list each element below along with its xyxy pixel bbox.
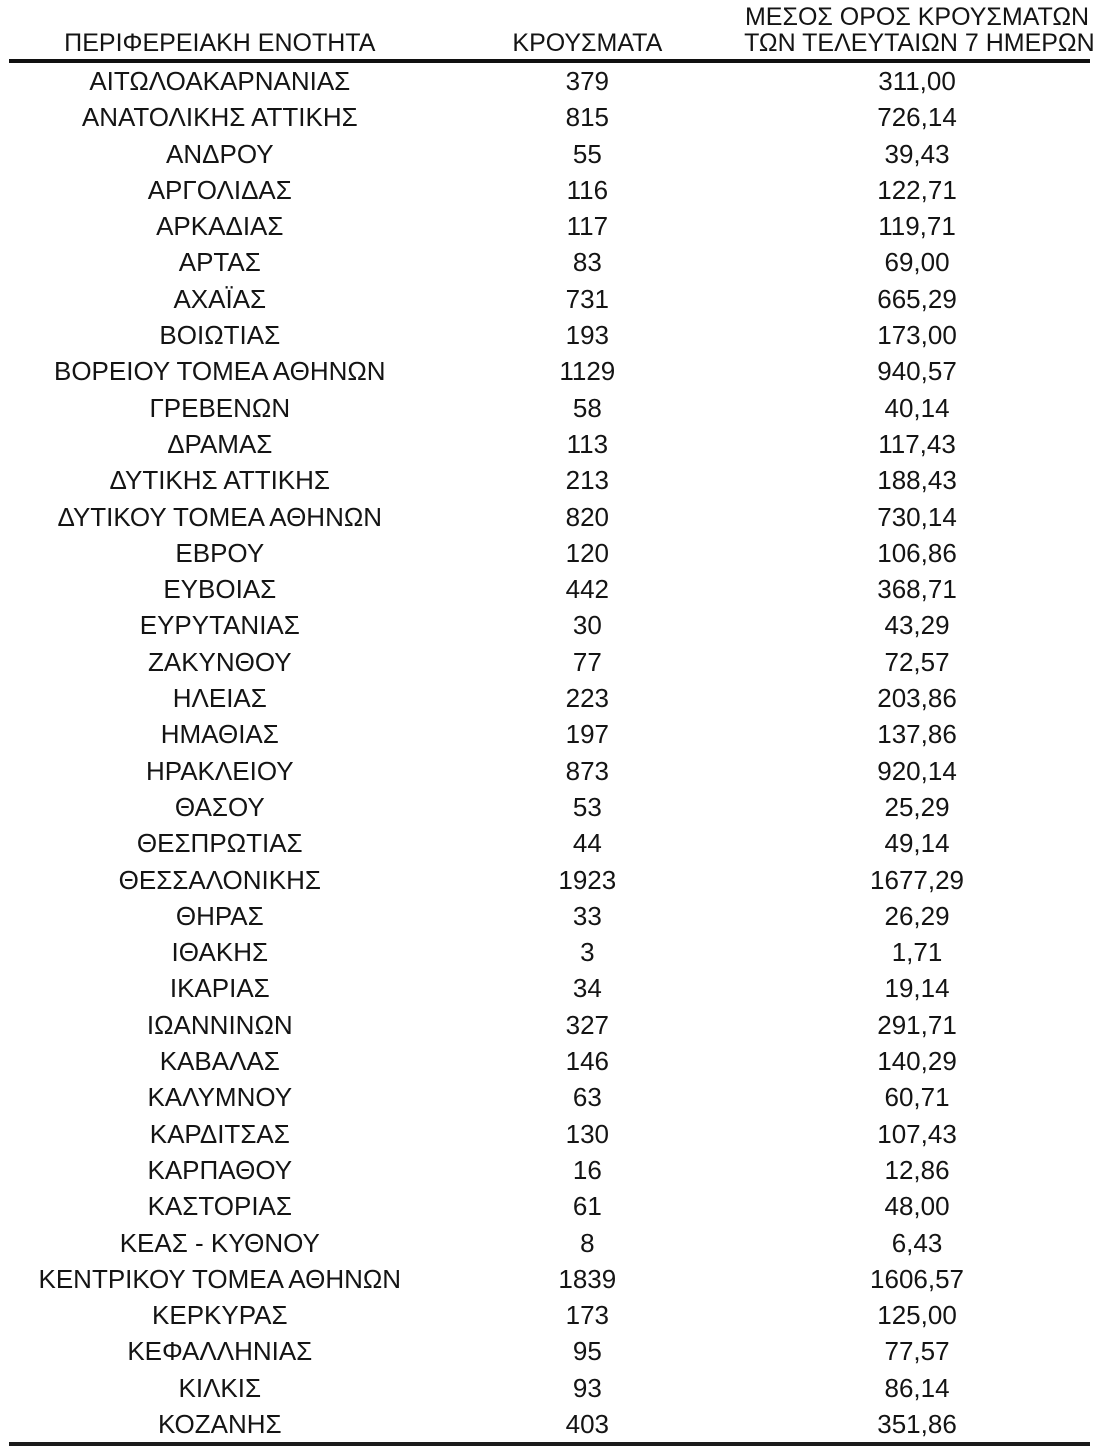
avg7-cell: 125,00 bbox=[877, 1300, 957, 1331]
region-cell: ΑΙΤΩΛΟΑΚΑΡΝΑΝΙΑΣ bbox=[89, 66, 351, 96]
region-cell: ΘΕΣΠΡΩΤΙΑΣ bbox=[136, 828, 303, 859]
table-row bbox=[9, 499, 1090, 535]
cases-cell: 113 bbox=[566, 428, 609, 459]
table-row bbox=[9, 462, 1090, 498]
avg7-cell: 311,00 bbox=[878, 66, 956, 96]
region-cell: ΚΕΝΤΡΙΚΟΥ ΤΟΜΕΑ ΑΘΗΝΩΝ bbox=[38, 1263, 402, 1294]
cases-cell: 93 bbox=[572, 1372, 602, 1403]
region-cell: ΕΒΡΟΥ bbox=[175, 537, 265, 568]
avg7-cell: 940,57 bbox=[877, 356, 957, 387]
cases-cell: 63 bbox=[572, 1082, 602, 1113]
avg7-cell: 6,43 bbox=[891, 1227, 943, 1258]
table-row bbox=[9, 208, 1090, 244]
region-cell: ΚΑΡΠΑΘΟΥ bbox=[147, 1154, 293, 1185]
cases-cell: 53 bbox=[572, 791, 602, 822]
cases-cell: 327 bbox=[565, 1009, 610, 1040]
cases-cell: 61 bbox=[572, 1191, 602, 1222]
cases-cell: 731 bbox=[565, 283, 610, 314]
table-row bbox=[9, 571, 1090, 607]
region-cell: ΙΘΑΚΗΣ bbox=[171, 937, 269, 968]
region-cell: ΔΡΑΜΑΣ bbox=[167, 428, 273, 459]
table-row bbox=[9, 934, 1090, 970]
cases-cell: 33 bbox=[572, 900, 602, 931]
region-cell: ΕΥΡΥΤΑΝΙΑΣ bbox=[139, 610, 300, 641]
avg7-cell: 43,29 bbox=[884, 610, 950, 641]
col-header-avg7 bbox=[744, 0, 1095, 61]
avg7-cell: 140,29 bbox=[877, 1046, 957, 1077]
region-cell: ΑΡΓΟΛΙΔΑΣ bbox=[147, 174, 292, 205]
table-row bbox=[9, 1370, 1090, 1406]
cases-cell: 95 bbox=[572, 1336, 602, 1367]
avg7-cell: 107,43 bbox=[877, 1118, 957, 1149]
cases-cell: 173 bbox=[565, 1300, 610, 1331]
table-row bbox=[9, 1297, 1090, 1333]
avg7-cell: 920,14 bbox=[877, 755, 957, 786]
table-row bbox=[9, 862, 1090, 898]
region-cell: ΙΚΑΡΙΑΣ bbox=[169, 973, 270, 1004]
region-cell: ΖΑΚΥΝΘΟΥ bbox=[147, 646, 292, 677]
region-cell: ΔΥΤΙΚΟΥ ΤΟΜΕΑ ΑΘΗΝΩΝ bbox=[57, 501, 383, 532]
table-row bbox=[9, 1261, 1090, 1297]
table-row bbox=[9, 898, 1090, 934]
cases-cell: 30 bbox=[572, 610, 602, 641]
region-cell: ΘΑΣΟΥ bbox=[174, 791, 265, 822]
region-cell: ΚΑΛΥΜΝΟΥ bbox=[147, 1082, 293, 1113]
table-row bbox=[9, 825, 1090, 861]
region-cell: ΗΡΑΚΛΕΙΟΥ bbox=[146, 755, 294, 786]
table-header bbox=[9, 0, 1095, 61]
table-row bbox=[9, 172, 1090, 208]
col-header-avg7-line2: ΤΩΝ ΤΕΛΕΥΤΑΙΩΝ 7 ΗΜΕΡΩΝ bbox=[744, 29, 1095, 57]
cases-cell: 44 bbox=[572, 828, 602, 859]
cases-cell: 3 bbox=[580, 937, 595, 968]
col-header-region: ΠΕΡΙΦΕΡΕΙΑΚΗ ΕΝΟΤΗΤΑ bbox=[9, 0, 431, 61]
table-row bbox=[9, 99, 1090, 135]
avg7-cell: 49,14 bbox=[884, 828, 950, 859]
avg7-cell: 72,57 bbox=[884, 646, 950, 677]
table-row bbox=[9, 244, 1090, 280]
table-row bbox=[9, 789, 1090, 825]
table-row bbox=[9, 716, 1090, 752]
cases-cell: 116 bbox=[566, 174, 609, 205]
cases-cell: 58 bbox=[572, 392, 602, 423]
table-row bbox=[9, 1188, 1090, 1224]
table-row bbox=[9, 607, 1090, 643]
cases-cell: 130 bbox=[565, 1118, 610, 1149]
cases-cell: 820 bbox=[565, 501, 610, 532]
table-row bbox=[9, 353, 1090, 389]
region-cell: ΑΡΤΑΣ bbox=[178, 247, 261, 278]
cases-cell: 117 bbox=[566, 211, 609, 242]
cases-cell: 442 bbox=[565, 574, 610, 605]
table-row bbox=[9, 535, 1090, 571]
cases-cell: 223 bbox=[565, 683, 610, 714]
cases-cell: 8 bbox=[580, 1227, 595, 1258]
region-cell: ΚΑΡΔΙΤΣΑΣ bbox=[149, 1118, 290, 1149]
avg7-cell: 60,71 bbox=[884, 1082, 950, 1113]
table-row bbox=[9, 1043, 1090, 1079]
table-row bbox=[9, 317, 1090, 353]
cases-cell: 16 bbox=[572, 1154, 602, 1185]
avg7-cell: 26,29 bbox=[884, 900, 950, 931]
regional-cases-table bbox=[9, 0, 1095, 1446]
table-row bbox=[9, 1225, 1090, 1261]
region-cell: ΘΗΡΑΣ bbox=[175, 900, 264, 931]
region-cell: ΓΡΕΒΕΝΩΝ bbox=[149, 392, 291, 423]
avg7-cell: 122,71 bbox=[877, 174, 957, 205]
region-cell: ΚΕΦΑΛΛΗΝΙΑΣ bbox=[127, 1336, 313, 1367]
cases-cell: 379 bbox=[565, 66, 610, 96]
avg7-cell: 86,14 bbox=[884, 1372, 950, 1403]
cases-cell: 815 bbox=[565, 102, 610, 133]
table-row bbox=[9, 1007, 1090, 1043]
cases-cell: 193 bbox=[565, 320, 610, 351]
cases-cell: 873 bbox=[565, 755, 610, 786]
avg7-cell: 40,14 bbox=[884, 392, 950, 423]
cases-cell: 197 bbox=[565, 719, 610, 750]
table-row bbox=[9, 1406, 1090, 1444]
region-cell: ΕΥΒΟΙΑΣ bbox=[163, 574, 277, 605]
cases-cell: 120 bbox=[565, 537, 610, 568]
region-cell: ΚΙΛΚΙΣ bbox=[178, 1372, 262, 1403]
region-cell: ΚΑΒΑΛΑΣ bbox=[159, 1046, 280, 1077]
table-row bbox=[9, 970, 1090, 1006]
avg7-cell: 291,71 bbox=[877, 1009, 957, 1040]
table-row bbox=[9, 426, 1090, 462]
region-cell: ΑΡΚΑΔΙΑΣ bbox=[156, 211, 284, 242]
avg7-cell: 203,86 bbox=[877, 683, 957, 714]
avg7-cell: 117,43 bbox=[878, 428, 956, 459]
col-header-cases: ΚΡΟΥΣΜΑΤΑ bbox=[431, 0, 744, 61]
table-row bbox=[9, 1079, 1090, 1115]
region-cell: ΒΟΙΩΤΙΑΣ bbox=[159, 320, 281, 351]
region-cell: ΙΩΑΝΝΙΝΩΝ bbox=[146, 1009, 293, 1040]
cases-cell: 403 bbox=[565, 1408, 610, 1439]
avg7-cell: 106,86 bbox=[877, 537, 957, 568]
table-row bbox=[9, 680, 1090, 716]
avg7-cell: 137,86 bbox=[877, 719, 957, 750]
region-cell: ΑΝΑΤΟΛΙΚΗΣ ΑΤΤΙΚΗΣ bbox=[81, 102, 358, 133]
avg7-cell: 25,29 bbox=[884, 791, 950, 822]
avg7-cell: 19,14 bbox=[884, 973, 950, 1004]
region-cell: ΚΑΣΤΟΡΙΑΣ bbox=[147, 1191, 292, 1222]
region-cell: ΗΛΕΙΑΣ bbox=[172, 683, 267, 714]
avg7-cell: 173,00 bbox=[877, 320, 957, 351]
region-cell: ΔΥΤΙΚΗΣ ΑΤΤΙΚΗΣ bbox=[109, 465, 331, 496]
cases-cell: 146 bbox=[565, 1046, 610, 1077]
region-cell: ΑΝΔΡΟΥ bbox=[166, 138, 274, 169]
table-row bbox=[9, 1333, 1090, 1369]
avg7-cell: 726,14 bbox=[877, 102, 957, 133]
cases-cell: 34 bbox=[572, 973, 602, 1004]
table-row bbox=[9, 1116, 1090, 1152]
region-cell: ΒΟΡΕΙΟΥ ΤΟΜΕΑ ΑΘΗΝΩΝ bbox=[53, 356, 386, 387]
table-row bbox=[9, 1152, 1090, 1188]
region-cell: ΑΧΑΪΑΣ bbox=[173, 283, 267, 314]
table-row bbox=[9, 753, 1090, 789]
cases-cell: 1923 bbox=[558, 864, 617, 895]
table-row bbox=[9, 390, 1090, 426]
region-cell: ΚΕΡΚΥΡΑΣ bbox=[152, 1300, 288, 1331]
avg7-cell: 1677,29 bbox=[870, 864, 965, 895]
region-cell: ΘΕΣΣΑΛΟΝΙΚΗΣ bbox=[118, 864, 321, 895]
avg7-cell: 119,71 bbox=[878, 211, 956, 242]
region-cell: ΗΜΑΘΙΑΣ bbox=[160, 719, 279, 750]
avg7-cell: 1,71 bbox=[891, 937, 943, 968]
avg7-cell: 730,14 bbox=[877, 501, 957, 532]
avg7-cell: 12,86 bbox=[884, 1154, 950, 1185]
avg7-cell: 48,00 bbox=[884, 1191, 950, 1222]
region-cell: ΚΕΑΣ - ΚΥΘΝΟΥ bbox=[119, 1227, 320, 1258]
table-body bbox=[9, 61, 1090, 1444]
avg7-cell: 1606,57 bbox=[870, 1263, 965, 1294]
cases-cell: 55 bbox=[572, 138, 602, 169]
avg7-cell: 665,29 bbox=[877, 283, 957, 314]
col-header-avg7-line1: ΜΕΣΟΣ ΟΡΟΣ ΚΡΟΥΣΜΑΤΩΝ bbox=[744, 3, 1090, 31]
table-row bbox=[9, 136, 1090, 172]
header-row bbox=[9, 0, 1090, 61]
avg7-cell: 188,43 bbox=[877, 465, 957, 496]
table-row bbox=[9, 281, 1090, 317]
table-row bbox=[9, 644, 1090, 680]
cases-cell: 83 bbox=[572, 247, 602, 278]
avg7-cell: 368,71 bbox=[877, 574, 957, 605]
cases-cell: 1129 bbox=[559, 356, 616, 387]
cases-cell: 77 bbox=[572, 646, 602, 677]
table-row bbox=[9, 61, 1090, 99]
avg7-cell: 351,86 bbox=[877, 1408, 957, 1439]
avg7-cell: 77,57 bbox=[884, 1336, 950, 1367]
cases-cell: 1839 bbox=[558, 1263, 617, 1294]
region-cell: ΚΟΖΑΝΗΣ bbox=[157, 1408, 282, 1439]
avg7-cell: 39,43 bbox=[884, 138, 950, 169]
avg7-cell: 69,00 bbox=[884, 247, 950, 278]
cases-cell: 213 bbox=[565, 465, 610, 496]
